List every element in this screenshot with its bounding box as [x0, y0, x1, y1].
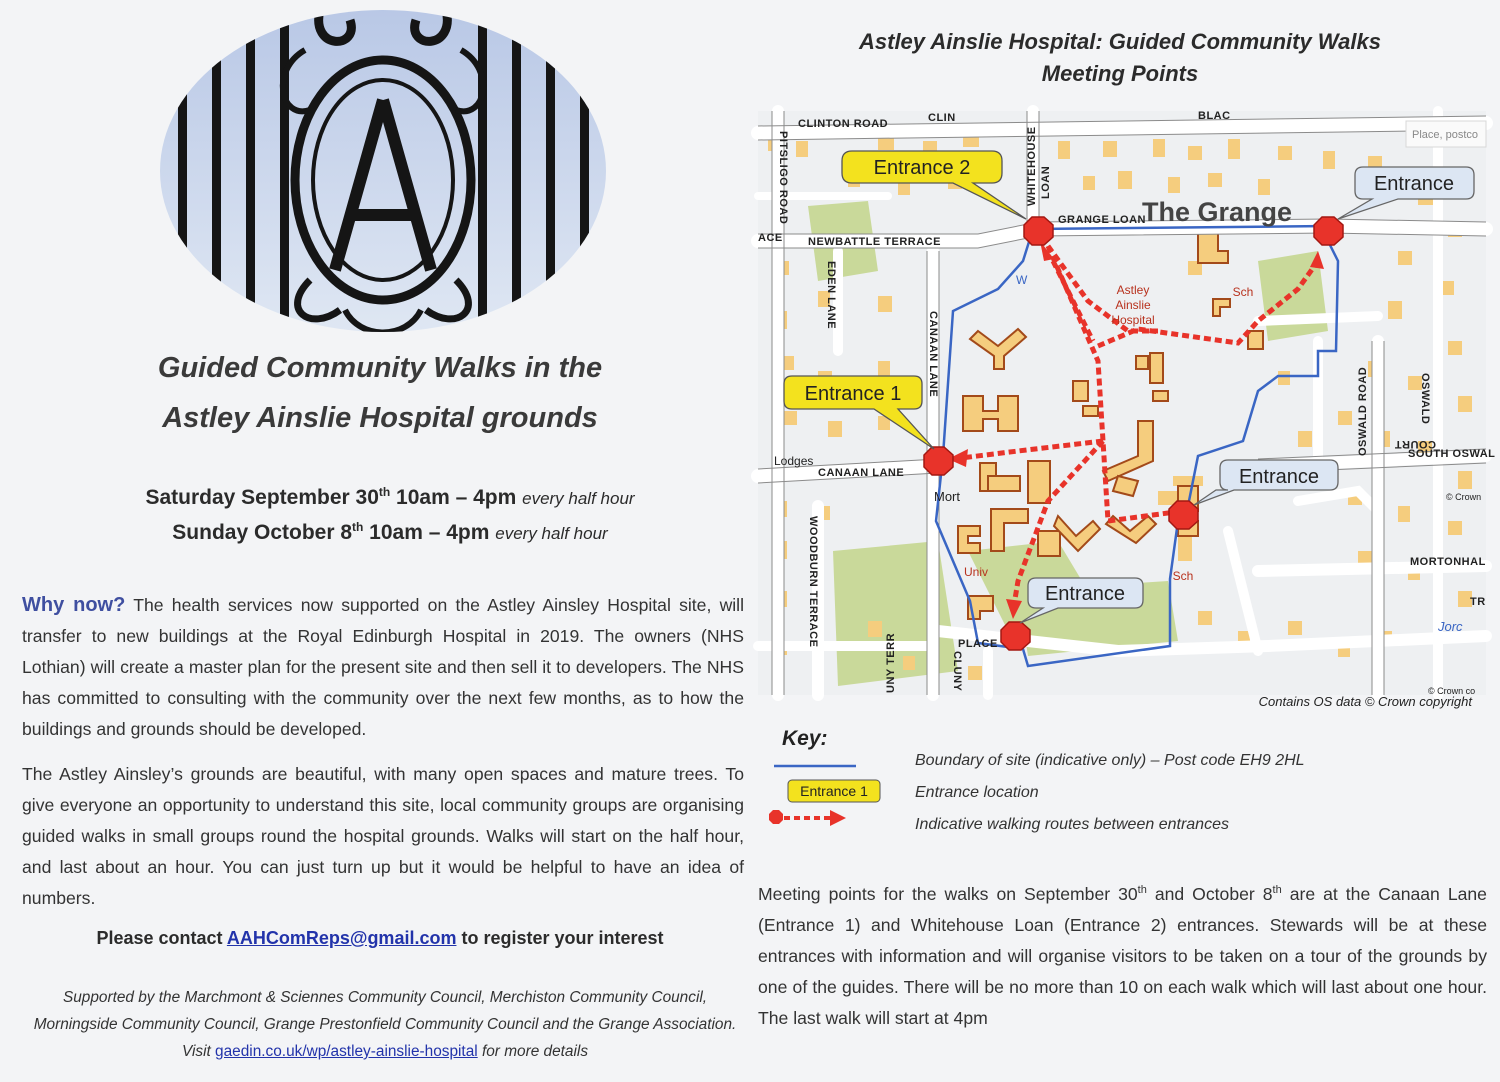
- svg-text:Entrance: Entrance: [1238, 466, 1320, 488]
- svg-text:Entrance: Entrance: [1373, 173, 1455, 195]
- marker-entrance-s[interactable]: [1001, 622, 1030, 650]
- key-routes-text: Indicative walking routes between entrances: [915, 816, 1229, 833]
- key-boundary-text: Boundary of site (indicative only) – Post code EH9 2HL: [915, 752, 1305, 769]
- grounds-paragraph: The Astley Ainsley’s grounds are beautiful, with many open spaces and mature trees. To give everyone an opportunity to understand this site, local community groups are organising guided walks in small groups round the hospital grounds. Walks will start on the half hour, and last about an hour. You can just turn up but it would be helpful to have an idea of numbers.: [22, 764, 744, 908]
- site-map: [758, 110, 1496, 696]
- street-clin-frag: CLIN: [928, 112, 956, 124]
- label-univ: Univ: [963, 565, 989, 579]
- street-mortonhall: MORTONHAL: [1410, 556, 1486, 568]
- meeting-points-paragraph: Meeting points for the walks on September 30th and October 8th are at the Canaan Lane (Entrance 1) and Whitehouse Loan (Entrance 2) entrances. Stewards will be at these entrances with information and will organise visitors to be taken on a tour of the grounds by one of the guides. There will be no more than 10 on each walk which will last about one hour. The last walk will start at 4pm: [758, 883, 1487, 1028]
- street-whitehouse: WHITEHOUSE: [1026, 126, 1038, 206]
- marker-entrance-ne[interactable]: [1314, 217, 1343, 245]
- street-canaan-lane-v: CANAAN LANE: [927, 311, 939, 398]
- map-credit: Contains OS data © Crown copyright: [1258, 694, 1472, 709]
- label-hospital: Hospital: [1111, 313, 1155, 327]
- street-pitsligo-road: PITSLIGO ROAD: [777, 131, 789, 225]
- street-newbattle-terrace: NEWBATTLE TERRACE: [808, 236, 941, 248]
- svg-text:Entrance 2: Entrance 2: [873, 157, 971, 179]
- label-lodges: Lodges: [774, 454, 814, 468]
- contact-line: Please contact AAHComReps@gmail.com to register your interest: [96, 928, 664, 948]
- street-tr-frag: TR: [1470, 596, 1486, 608]
- contact-email-link[interactable]: AAHComReps@gmail.com: [226, 928, 457, 948]
- street-clinton-road: CLINTON ROAD: [798, 118, 889, 130]
- street-woodburn-terrace: WOODBURN TERRACE: [807, 516, 819, 648]
- street-cluny-terr: UNY TERR: [885, 632, 897, 693]
- map-title: Astley Ainslie Hospital: Guided Community Walks Meeting Points: [859, 29, 1381, 86]
- label-sch-1: Sch: [1232, 285, 1254, 299]
- svg-text:Entrance: Entrance: [1044, 583, 1126, 605]
- marker-entrance-e[interactable]: [1169, 501, 1198, 529]
- right-column: [750, 0, 1500, 1082]
- street-eden-lane: EDEN LANE: [825, 261, 837, 330]
- label-sch-2: Sch: [1172, 569, 1194, 583]
- street-cluny: CLUNY: [951, 651, 963, 692]
- street-grange-loan: GRANGE LOAN: [1058, 214, 1146, 226]
- svg-text:Entrance 1: Entrance 1: [800, 783, 868, 799]
- key-title: Key:: [782, 727, 828, 750]
- label-jord: Jorc: [1438, 619, 1463, 634]
- website-link[interactable]: gaedin.co.uk/wp/astley-ainslie-hospital: [215, 1043, 478, 1060]
- heading-line-2: Astley Ainslie Hospital grounds: [162, 402, 598, 434]
- street-canaan-lane-h: CANAAN LANE: [818, 467, 905, 479]
- label-w: W: [1016, 273, 1028, 287]
- street-blac-frag: BLAC: [1198, 110, 1231, 122]
- label-astley: Astley: [1116, 283, 1150, 297]
- street-court: COURT: [1394, 438, 1436, 450]
- date-sunday: Sunday October 8th 10am – 4pm every half hour: [172, 520, 608, 544]
- key-entrance-text: Entrance location: [915, 784, 1039, 801]
- marker-entrance-1[interactable]: [924, 447, 953, 475]
- why-now-label: Why now?: [22, 594, 126, 616]
- key-symbols: [768, 752, 908, 842]
- label-crown-2: © Crown co: [1428, 686, 1476, 696]
- support-paragraph: Supported by the Marchmont & Sciennes Community Council, Merchiston Community Council, Morningside Community Council, Grange Prestonfield Community Council and the Grange Association. Visit gaedin.co.uk/wp/astley-ainslie-hospital for more details: [33, 989, 737, 1060]
- street-loan: LOAN: [1040, 165, 1052, 199]
- gate-photo: [160, 10, 606, 332]
- street-oswald-road: OSWALD ROAD: [1357, 366, 1369, 456]
- why-now-paragraph: Why now? The health services now supported on the Astley Ainsley Hospital site, will transfer to new buildings at the Royal Edinburgh Hospital in 2019. The owners (NHS Lothian) will create a master plan for the present site and then sell it to developers. The NHS has committed to consulting with the community over the next few months, as to how the buildings and grounds should be developed.: [22, 594, 744, 739]
- street-ace-frag: ACE: [758, 232, 783, 244]
- svg-text:Entrance 1: Entrance 1: [804, 383, 902, 405]
- label-the-grange: The Grange: [1142, 197, 1293, 227]
- marker-entrance-2[interactable]: [1024, 217, 1053, 245]
- heading-line-1: Guided Community Walks in the: [157, 352, 603, 384]
- street-place: PLACE: [958, 638, 998, 650]
- key-entrance-callout: [788, 780, 880, 802]
- street-south-oswald: SOUTH OSWAL: [1408, 448, 1496, 460]
- label-crown-1: © Crown: [1446, 492, 1482, 502]
- map-search-box[interactable]: Place, postco: [1412, 129, 1479, 141]
- label-ainslie: Ainslie: [1115, 298, 1151, 312]
- label-mort: Mort: [934, 489, 960, 504]
- street-oswald-court: OSWALD: [1419, 373, 1431, 425]
- date-saturday: Saturday September 30th 10am – 4pm every half hour: [145, 485, 635, 509]
